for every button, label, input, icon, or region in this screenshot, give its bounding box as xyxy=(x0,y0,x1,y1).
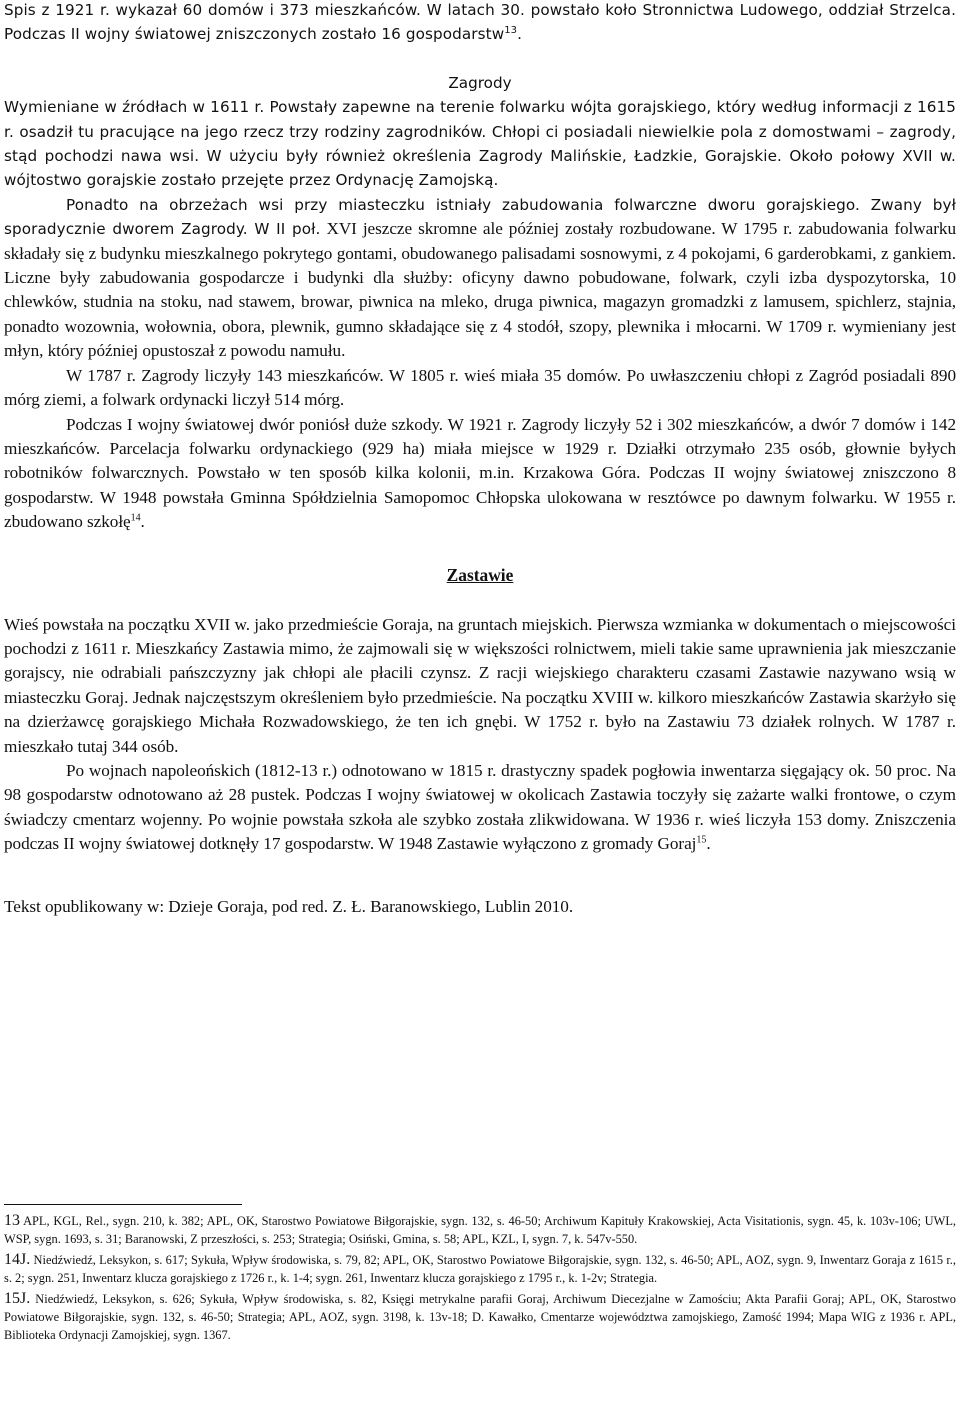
footnote-number: 15J. xyxy=(4,1290,31,1308)
intro-end: . xyxy=(517,25,523,44)
source-note: Tekst opublikowany w: Dzieje Goraja, pod red. Z. Ł. Baranowskiego, Lublin 2010. xyxy=(4,896,574,916)
zastawie-paragraph-2-text: Po wojnach napoleońskich (1812-13 r.) odnotowano w 1815 r. drastyczny spadek pogłowia inwentarza sięgający ok. 50 proc. Na 98 gospodarstw odnotowano aż 28 pustek. Podczas I wojny światowej w okolicach Zastawia toczyły się zażarte walki frontowe, o czym świadczy cmentarz wojenny. Po wojnie powstała szkoła ale szybko została zlikwidowana. W 1936 r. wieś liczyła 153 domy. Zniszczenia podczas II wojny światowej dotknęły 17 gospodarstw. W 1948 Zastawie wyłączono z gromady Goraj xyxy=(4,760,956,854)
footnote-text: APL, KGL, Rel., sygn. 210, k. 382; APL, OK, Starostwo Powiatowe Biłgorajskie, sygn. 132, s. 46-50; Archiwum Kapituły Krakowskiej, Acta Visitationis, sygn. 45, k. 103v-106; UWL, WSP, sygn. 1693, s. 31; Baranowski, Z przeszłości, s. 253; Strategia; Osiński, Gmina, s. 58; APL, KZL, I, sygn. 7, k. 547v-550. xyxy=(4,1214,956,1246)
zagrody-paragraph-3: W 1787 r. Zagrody liczyły 143 mieszkańców. W 1805 r. wieś miała 35 domów. Po uwłaszczeniu chłopi z Zagród posiadali 890 mórg ziemi, a folwark ordynacki liczył 514 mórg. xyxy=(4,365,956,410)
section-heading-zastawie: Zastawie xyxy=(446,564,514,585)
zastawie-paragraph-2 xyxy=(4,759,956,857)
zagrody-paragraph-1: Wymieniane w źródłach w 1611 r. Powstały zapewne na terenie folwarku wójta gorajskiego, który według informacji z 1615 r. osadził tu pracujące na jego rzecz trzy rodziny zagrodników. Chłopi ci posiadali niewielkie pola z domostwami – zagrody, stąd pochodzi nawa wsi. W użyciu były również określenia Zagrody Malińskie, Ładzkie, Gorajskie. Około połowy XVII w. wójtostwo gorajskie zostało przejęte przez Ordynację Zamojską. xyxy=(4,98,956,190)
footnote-number: 14J. xyxy=(4,1251,31,1269)
zagrody-paragraph-2-serif: XVI jeszcze skromne ale później zostały rozbudowane. W 1795 r. zabudowania folwarku składały się z budynku mieszkalnego pokrytego gontami, obudowanego palisadami sosnowymi, z 4 pokojami, 6 garderobkami, z gankiem. Liczne były zabudowania gospodarcze i budynki dla służby: oficyny dawno pobudowane, folwark, czyli izba dyspozytorska, 10 chlewków, studnia na stoku, nad stawem, browar, piwnica na mleko, druga piwnica, magazyn gromadzki z lamusem, spichlerz, stajnia, ponadto wozownia, wołownia, obora, plewnik, gumno składające się z 4 stodół, szopy, plewnika i młocarni. W 1709 r. wymieniany jest młyn, który później opustoszał z powodu namułu. xyxy=(4,219,956,361)
footnote-text: Niedźwiedź, Leksykon, s. 617; Sykuła, Wpływ środowiska, s. 79, 82; APL, OK, Starostwo Powiatowe Biłgorajskie, sygn. 132, s. 46-50; APL, AOZ, sygn. 9, Inwentarz Goraja z 1615 r., s. 2; sygn. 251, Inwentarz klucza gorajskiego z 1726 r., k. 1-4; sygn. 261, Inwentarz klucza gorajskiego z 1795 r., k. 1-2v; Strategia. xyxy=(4,1253,956,1285)
footnote-text: Niedźwiedź, Leksykon, s. 626; Sykuła, Wpływ środowiska, s. 82, Księgi metrykalne parafii Goraj, Archiwum Diecezjalne w Zamościu; Akta Parafii Goraj; APL, OK, Starostwo Powiatowe Biłgorajskie, sygn. 132, s. 46-50; Strategia; APL, AOZ, sygn. 3198, k. 13v-18; D. Kawałko, Cmentarze województwa zamojskiego, Zamość 1994; Mapa WIG z 1936 r. APL, Biblioteka Ordynacji Zamojskiej, sygn. 1367. xyxy=(4,1292,956,1342)
footnote-divider xyxy=(4,1204,242,1205)
section-heading-zagrody: Zagrody xyxy=(448,73,512,92)
footnote-ref-13: 13 xyxy=(504,25,518,37)
page-content xyxy=(4,0,956,919)
zastawie-paragraph-2-end: . xyxy=(706,834,711,854)
zastawie-paragraph-1: Wieś powstała na początku XVII w. jako przedmieście Goraja, na gruntach miejskich. Pierwsza wzmianka w dokumentach o miejscowości pochodzi z 1611 r. Mieszkańcy Zastawia mimo, że zajmowali się w większości rolnictwem, mieli takie same uprawnienia jak mieszczanie gorajscy, nie odrabiali pańszczyzny jak chłopi ale płacili czynsz. Z racji wiejskiego charakteru czasami Zastawie nazywano wsią w miasteczku Goraj. Jednak najczęstszym określeniem było przedmieście. Na początku XVIII w. kilkoro mieszkańców Zastawia skarżyło się na dzierżawcę gorajskiego Michała Rozwadowskiego, że ten ich gnębi. W 1752 r. było na Zastawiu 73 działek rolnych. W 1787 r. mieszkało tutaj 344 osób. xyxy=(4,614,956,756)
intro-text: Spis z 1921 r. wykazał 60 domów i 373 mieszkańców. W latach 30. powstało koło Stronnictwa Ludowego, oddział Strzelca. Podczas II wojny światowej zniszczonych zostało 16 gospodarstw xyxy=(4,1,956,44)
footnote-13 xyxy=(4,1212,956,1248)
footnotes xyxy=(4,1212,956,1344)
zagrody-paragraph-4 xyxy=(4,413,956,535)
zagrody-paragraph-4-text: Podczas I wojny światowej dwór poniósł duże szkody. W 1921 r. Zagrody liczyły 52 i 302 mieszkańców, a dwór 7 domów i 142 mieszkańców. Parcelacja folwarku ordynackiego (929 ha) miała miejsce w 1929 r. Działki otrzymało 235 osób, głownie byłych robotników folwarcznych. Powstało w ten sposób kilka kolonii, m.in. Krzakowa Góra. Podczas II wojny światowej zniszczono 8 gospodarstw. W 1948 powstała Gminna Spółdzielnia Samopomoc Chłopska ulokowana w resztówce po dawnym folwarku. W 1955 r. zbudowano szkołę xyxy=(4,414,956,532)
footnote-ref-14: 14 xyxy=(130,512,141,524)
footnote-15 xyxy=(4,1290,956,1344)
zagrody-paragraph-2 xyxy=(4,193,956,364)
footnote-ref-15: 15 xyxy=(696,834,707,846)
intro-paragraph xyxy=(4,0,956,47)
footnote-number: 13 xyxy=(4,1212,20,1229)
zagrody-paragraph-4-end: . xyxy=(140,512,145,532)
zagrody-paragraph-2-sans: Ponadto na obrzeżach wsi przy miasteczku istniały zabudowania folwarczne dworu gorajskiego. Zwany był sporadycznie dworem Zagrody. W II poł. xyxy=(4,195,956,239)
footnote-14 xyxy=(4,1251,956,1287)
